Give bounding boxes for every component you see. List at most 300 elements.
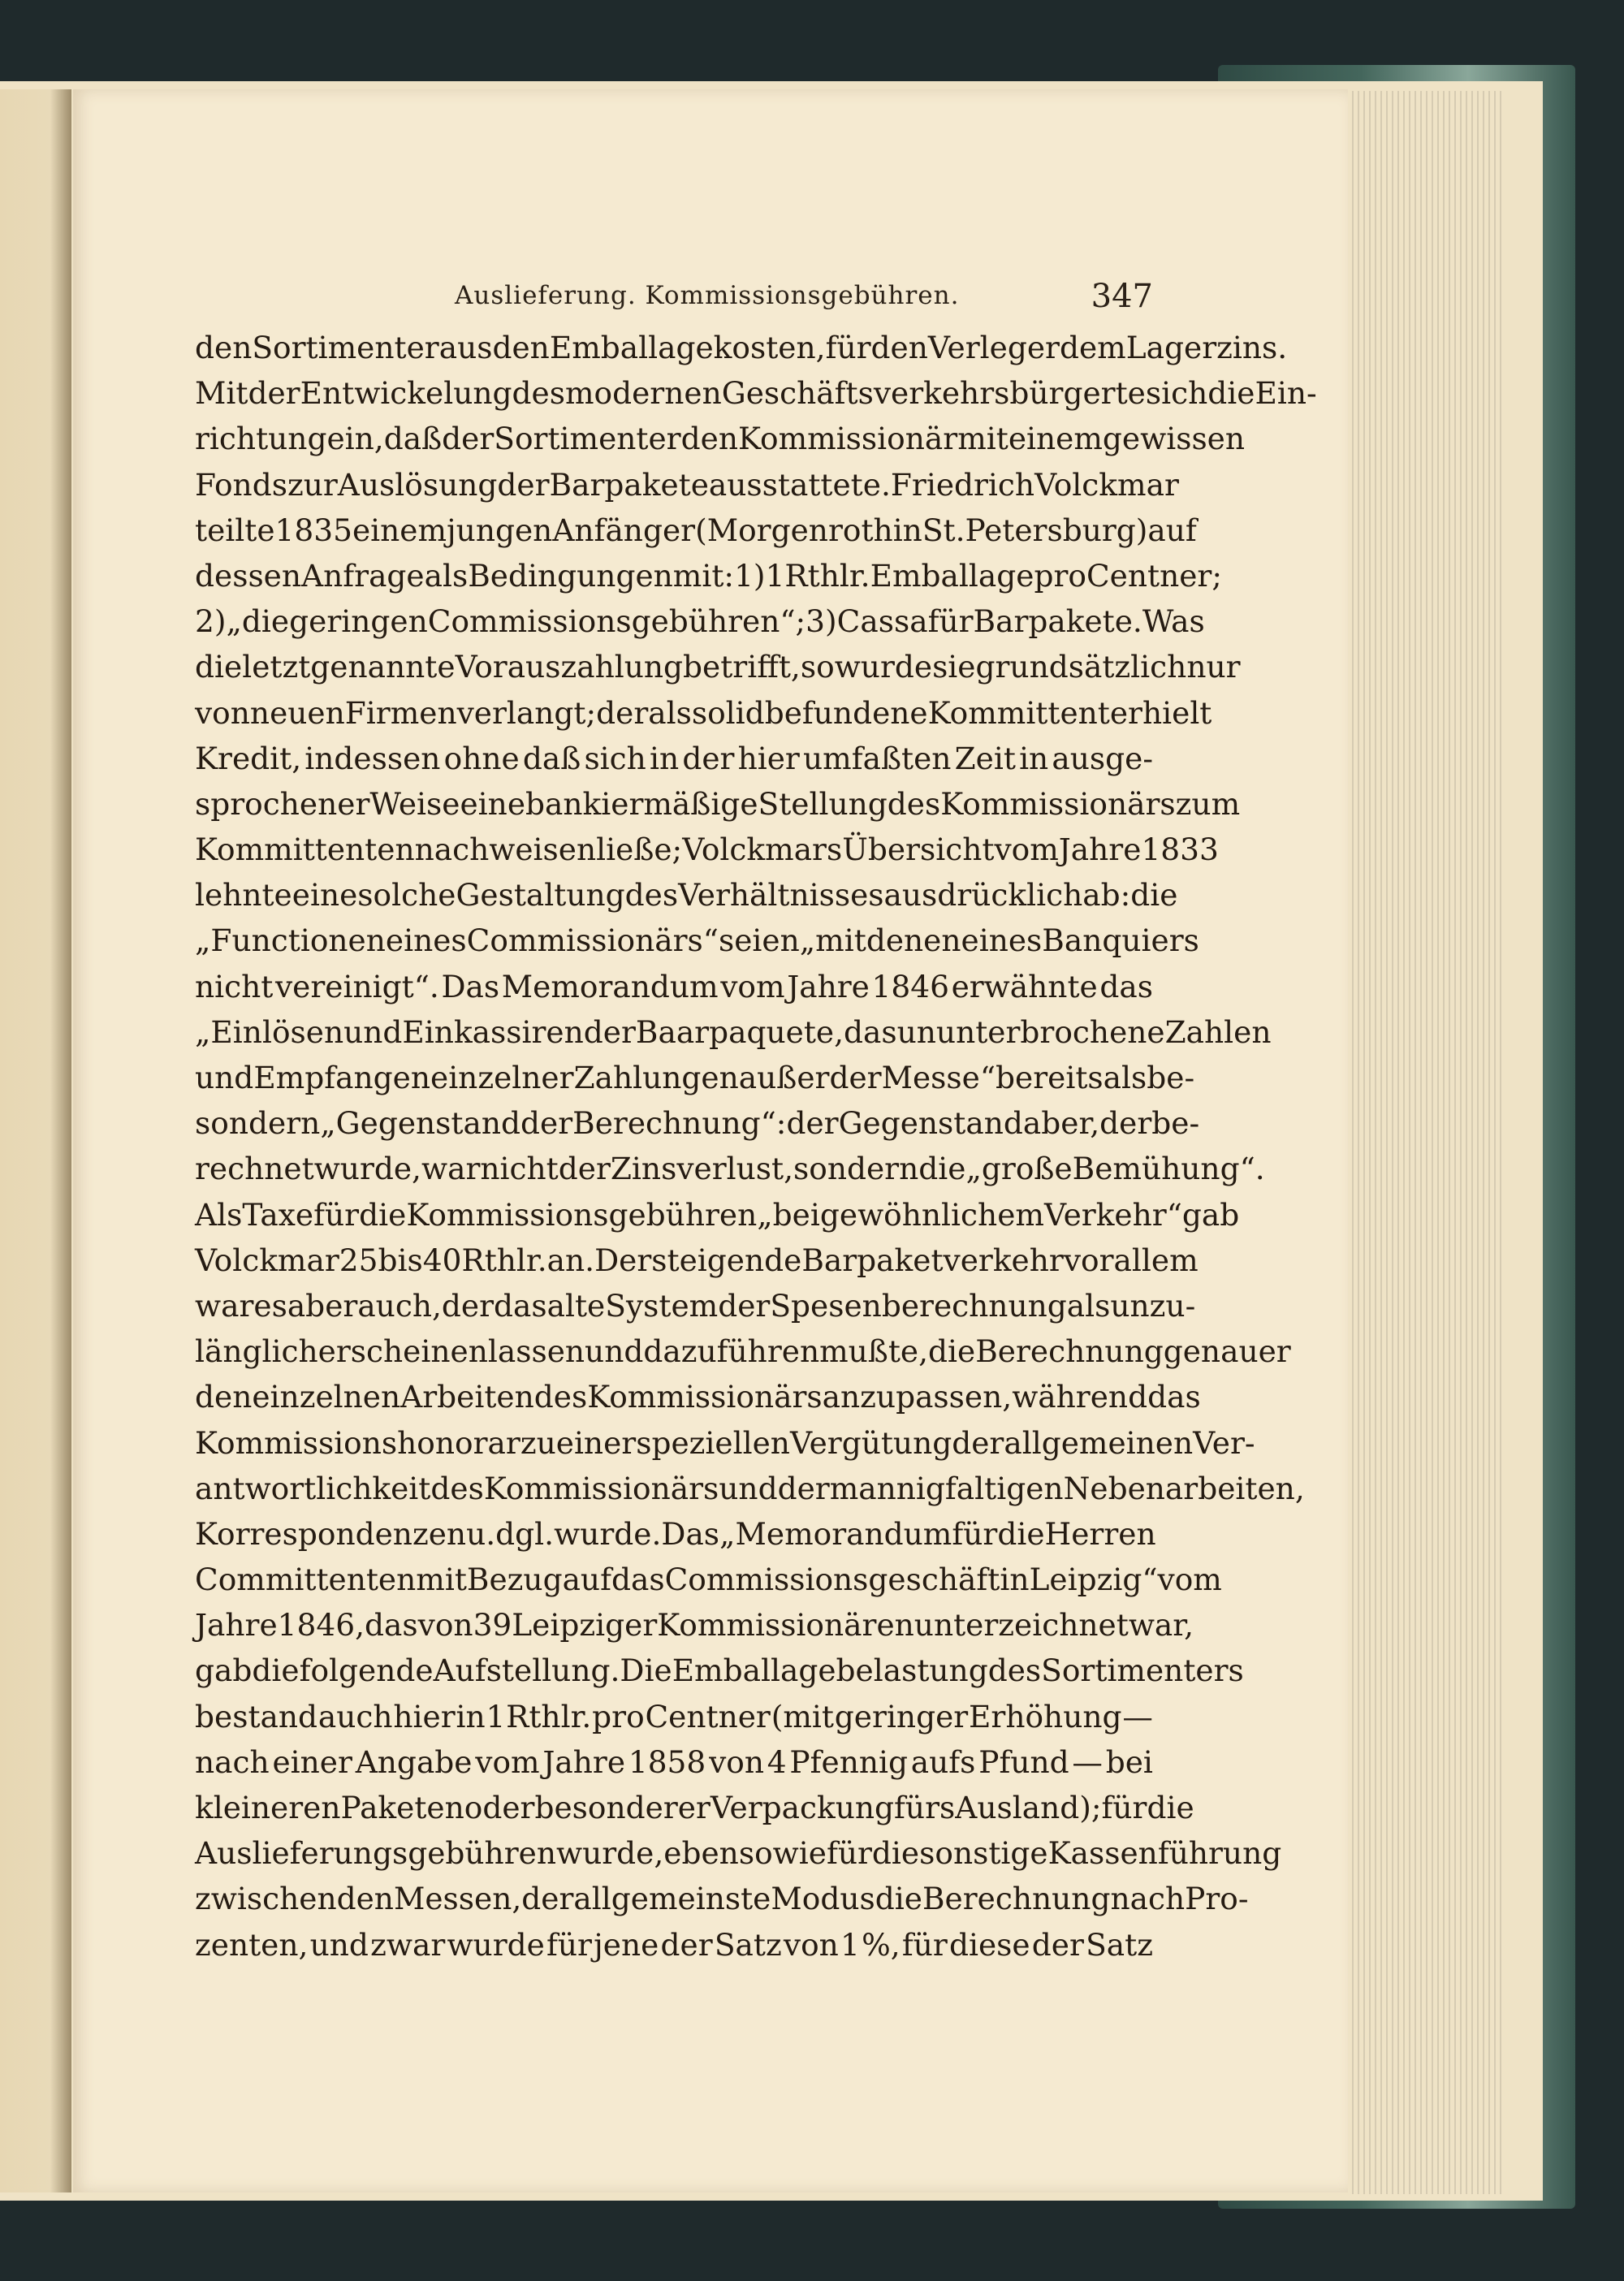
word: die (195, 649, 243, 685)
word: länglich (195, 1333, 318, 1370)
word: von (417, 1607, 473, 1644)
word: Auslösung (337, 466, 498, 503)
word: auch (317, 1698, 393, 1735)
word: von (195, 694, 250, 731)
word: 1 (765, 557, 785, 594)
word: war, (1128, 1607, 1194, 1644)
word: erwähnte (951, 968, 1098, 1004)
word: Sortimenter (252, 330, 439, 365)
word: aber, (1022, 1105, 1100, 1142)
word: 1 (840, 1926, 860, 1963)
text-line (195, 1146, 1265, 1191)
running-title: Auslieferung. Kommissionsgebühren. (455, 281, 960, 310)
word: befundene (764, 694, 928, 731)
word: Kommittenten (195, 832, 415, 868)
word: Nebenarbeiten, (1063, 1470, 1305, 1506)
word: Ausland); (955, 1790, 1102, 1825)
word: Banquiers (1042, 922, 1199, 959)
word: Auslieferungsgebühren (195, 1835, 556, 1872)
word: der (520, 1105, 573, 1142)
word: solche (357, 877, 456, 914)
word: be- (1147, 1060, 1195, 1095)
word: Empfangen (253, 1060, 430, 1095)
word: ununterbrochene (896, 1013, 1165, 1050)
text-line (195, 416, 1246, 461)
word: der (1031, 1926, 1084, 1963)
word: Taxe (242, 1196, 314, 1233)
word: 2) (195, 603, 227, 640)
word: als (424, 557, 469, 594)
word: Rthlr. (784, 557, 870, 594)
word: mußte, (819, 1333, 929, 1370)
word: Als (195, 1196, 243, 1233)
text-line (195, 1009, 1272, 1055)
text-line (195, 508, 1197, 553)
word: der (777, 1470, 830, 1506)
word: während (1012, 1379, 1148, 1415)
word: das (494, 1287, 547, 1324)
word: Cassa (836, 603, 928, 640)
word: für (901, 1926, 948, 1963)
word: führen (716, 1333, 820, 1370)
text-line (195, 736, 1153, 781)
word: die (1147, 1790, 1194, 1825)
word: den (195, 330, 253, 365)
word: Weise (369, 785, 460, 822)
word: 1 (486, 1698, 506, 1735)
text-line (195, 918, 1199, 963)
word: vom (994, 832, 1059, 868)
word: Einkassiren (402, 1013, 584, 1050)
text-line (195, 1922, 1153, 1968)
word: Das (661, 1515, 720, 1552)
word: gab (195, 1652, 253, 1689)
word: 1846 (871, 968, 949, 1004)
word: wie (772, 1835, 827, 1872)
word: in (1000, 1562, 1030, 1598)
word: Mit (195, 375, 248, 412)
word: zur (287, 466, 338, 503)
word: %, (862, 1926, 901, 1963)
word: letztgenannte (242, 649, 456, 685)
word: „große (965, 1151, 1073, 1187)
word: nach (1110, 1881, 1186, 1917)
word: einem (1008, 421, 1103, 457)
word: die (875, 1881, 922, 1917)
word: antwortlichkeit (195, 1470, 431, 1506)
word: umfaßten (803, 740, 952, 776)
word: das (844, 1013, 897, 1050)
word: nach (195, 1743, 270, 1780)
word: vor (1063, 1242, 1114, 1278)
word: Korrespondenzen (195, 1515, 467, 1552)
word: solid (691, 694, 765, 731)
text-line (195, 1238, 1199, 1283)
word: von (709, 1743, 764, 1780)
word: einzelnen (252, 1379, 401, 1415)
word: und (585, 1333, 644, 1370)
word: in (892, 512, 922, 548)
page-header (195, 271, 1153, 328)
word: der (660, 1926, 713, 1963)
word: Rthlr. (506, 1698, 592, 1735)
word: besonderer (534, 1790, 710, 1825)
word: Committenten (195, 1562, 417, 1598)
word: rechnet (195, 1151, 314, 1187)
word: Geschäftsverkehrs (721, 375, 1010, 412)
word: — (1072, 1743, 1103, 1780)
word: jene (594, 1926, 659, 1963)
word: Verhältnisses (678, 877, 884, 914)
word: anzupassen, (822, 1379, 1013, 1415)
word: Volckmar (1034, 466, 1179, 503)
word: die (1130, 877, 1178, 914)
text-line (195, 1511, 1156, 1557)
word: Friedrich (890, 466, 1035, 503)
word: des (987, 1652, 1042, 1689)
word: für (952, 1515, 998, 1552)
word: als (1066, 1287, 1111, 1324)
word: „Memorandum (719, 1515, 952, 1552)
word: erscheinen (317, 1333, 488, 1370)
word: denen (866, 922, 961, 959)
word: für (546, 1926, 592, 1963)
word: ebenso (663, 1835, 773, 1872)
word: in (456, 1698, 486, 1735)
word: die (918, 1151, 966, 1187)
word: auf (562, 1562, 611, 1598)
word: als (648, 694, 692, 731)
word: Jahre (787, 968, 870, 1004)
word: zwar (370, 1926, 446, 1963)
word: betrifft, (683, 649, 801, 685)
word: Anfänger (552, 512, 696, 548)
word: Das (441, 968, 500, 1004)
word: der (248, 375, 300, 412)
word: grundsätzlich (975, 649, 1187, 685)
word: Gegenstand (838, 1105, 1023, 1142)
word: den (680, 421, 738, 457)
word: verlangt; (456, 694, 597, 731)
word: ein, (326, 421, 384, 457)
text-line (195, 1374, 1201, 1419)
word: wurde (447, 1926, 545, 1963)
word: hier (393, 1698, 456, 1735)
word: der (442, 421, 495, 457)
word: das (1099, 968, 1153, 1004)
word: das (365, 1607, 418, 1644)
word: Aufstellung. (433, 1652, 620, 1689)
word: 1835 (274, 512, 352, 548)
word: Anfrage (301, 557, 425, 594)
word: Verleger (927, 330, 1060, 365)
text-line (195, 598, 1205, 644)
word: zwischen (195, 1881, 337, 1917)
word: der (583, 1013, 636, 1050)
word: nicht (480, 1151, 559, 1187)
word: „Einlösen (195, 1013, 344, 1050)
word: (Morgenroth (695, 512, 893, 548)
word: be- (1151, 1105, 1200, 1142)
word: bis (378, 1242, 423, 1278)
word: Emballage (870, 557, 1034, 594)
text-line (195, 1466, 1305, 1511)
word: Fonds (195, 466, 287, 503)
text-line (195, 1876, 1249, 1921)
word: den (195, 1379, 253, 1415)
word: kleineren (195, 1790, 341, 1825)
word: Modus (771, 1881, 875, 1917)
word: mit (416, 1562, 467, 1598)
word: ab: (1082, 877, 1131, 914)
word: auf (1147, 512, 1197, 548)
word: nachweisen (414, 832, 597, 868)
word: dessen (195, 557, 302, 594)
word: „mit (799, 922, 866, 959)
word: speziellen (636, 1424, 790, 1461)
word: an. (546, 1242, 595, 1278)
word: den (336, 1881, 394, 1917)
word: indessen (304, 740, 441, 776)
word: oder (464, 1790, 535, 1825)
word: Stellung (758, 785, 888, 822)
word: Die (620, 1652, 672, 1689)
word: und (719, 1470, 778, 1506)
word: mannigfaltigen (829, 1470, 1064, 1506)
word: das (1147, 1379, 1201, 1415)
word: Herren (1044, 1515, 1156, 1552)
word: Pro- (1185, 1881, 1249, 1917)
word: der (596, 694, 649, 731)
word: der (521, 1881, 574, 1917)
word: Centner (645, 1698, 771, 1735)
word: Leipziger (512, 1607, 658, 1644)
word: ausge- (1052, 740, 1153, 776)
word: eine (460, 785, 526, 822)
word: Übersicht (842, 832, 995, 868)
word: Firmen (344, 694, 457, 731)
word: u. (466, 1515, 496, 1552)
word: erhielt (1109, 694, 1212, 731)
word: diese (948, 1926, 1030, 1963)
word: der (497, 466, 550, 503)
word: der (718, 1287, 771, 1324)
word: Zeit (954, 740, 1016, 776)
word: Kassenführung (1047, 1835, 1282, 1872)
word: Angabe (355, 1743, 473, 1780)
word: Kredit, (195, 740, 302, 776)
word: der (829, 1060, 882, 1095)
word: bürgerte (1009, 375, 1146, 412)
word: auch, (357, 1287, 442, 1324)
text-line (195, 1192, 1240, 1238)
word: der (786, 1105, 839, 1142)
word: dem (1059, 330, 1126, 365)
page-number: 347 (1091, 278, 1153, 315)
word: Commissionärs“ (466, 922, 719, 959)
word: nur (1186, 649, 1241, 685)
word: Erhöhung (969, 1698, 1122, 1735)
text-line (195, 781, 1241, 827)
word: war (195, 1287, 254, 1324)
word: Spesenberechnung (770, 1287, 1067, 1324)
word: Memorandum (501, 968, 719, 1004)
word: pro (592, 1698, 645, 1735)
word: Messen, (393, 1881, 522, 1917)
word: Ver- (1193, 1424, 1255, 1461)
word: Vergütung (789, 1424, 952, 1461)
text-line (195, 1602, 1194, 1648)
word: gewöhnlichem (819, 1196, 1044, 1233)
word: folgende (299, 1652, 434, 1689)
word: einer (555, 1424, 637, 1461)
word: der (952, 1424, 1004, 1461)
word: Bemühung“. (1072, 1151, 1265, 1187)
word: 25 (339, 1242, 378, 1278)
word: ohne (443, 740, 520, 776)
word: Emballagekosten, (549, 330, 826, 365)
word: des (624, 877, 679, 914)
word: vom (720, 968, 785, 1004)
word: Berechnung“: (572, 1105, 787, 1142)
word: Messe“ (881, 1060, 996, 1095)
word: vom (1157, 1562, 1222, 1598)
word: Commissionsgeschäft (664, 1562, 1000, 1598)
word: allgemeinste (573, 1881, 771, 1917)
word: wurde, (555, 1835, 664, 1872)
word: Baarpaquete, (635, 1013, 844, 1050)
word: es (253, 1287, 287, 1324)
word: einzelner (430, 1060, 574, 1095)
word: sondern (195, 1105, 321, 1142)
word: Jahre (195, 1607, 278, 1644)
page-edges (1348, 91, 1502, 2194)
word: aber (287, 1287, 358, 1324)
word: St. (922, 512, 965, 548)
word: Satz (714, 1926, 782, 1963)
word: Berechnung (922, 1881, 1111, 1917)
word: mit: (672, 557, 735, 594)
left-page-edge (0, 89, 71, 2192)
word: fürs (894, 1790, 956, 1825)
word: Lagerzins. (1125, 330, 1288, 365)
word: — (1122, 1698, 1153, 1735)
word: für (825, 330, 871, 365)
word: und (309, 1926, 369, 1963)
word: bereits (996, 1060, 1104, 1095)
word: Volckmars (682, 832, 843, 868)
text-line (195, 690, 1212, 736)
word: Was (1142, 603, 1205, 640)
word: lehnte (195, 877, 292, 914)
word: teilte (195, 512, 275, 548)
text-line (195, 644, 1241, 689)
word: Gestaltung (456, 877, 625, 914)
word: modernen (564, 375, 722, 412)
word: Jahre (1058, 832, 1142, 868)
word: aus (438, 330, 493, 365)
word: wurde. (554, 1515, 662, 1552)
word: Petersburg) (965, 512, 1148, 548)
word: geringer (834, 1698, 969, 1735)
word: Satz (1086, 1926, 1153, 1963)
word: allem (1113, 1242, 1199, 1278)
text-line (195, 872, 1178, 918)
word: Der (594, 1242, 652, 1278)
word: unzu- (1110, 1287, 1196, 1324)
word: Leipzig“ (1029, 1562, 1158, 1598)
word: (mit (771, 1698, 834, 1735)
word: Pfund (978, 1743, 1069, 1780)
word: Zahlungen (573, 1060, 739, 1095)
word: die (928, 1333, 976, 1370)
word: Barpaketverkehr (801, 1242, 1064, 1278)
word: „Functionen (195, 922, 386, 959)
word: steigende (651, 1242, 802, 1278)
word: den (870, 330, 928, 365)
text-line (195, 370, 1317, 416)
word: einem (352, 512, 447, 548)
word: pro (1034, 557, 1086, 594)
word: vom (475, 1743, 540, 1780)
word: des (887, 785, 941, 822)
word: unterzeichnet (914, 1607, 1129, 1644)
word: 3) (806, 603, 837, 640)
word: zu (520, 1424, 556, 1461)
word: aufs (910, 1743, 976, 1780)
text-line (195, 827, 1219, 872)
word: für (927, 603, 974, 640)
word: Kommissionshonorar (195, 1424, 520, 1461)
word: wurde (834, 649, 933, 685)
word: Centner; (1086, 557, 1222, 594)
text-line (195, 1830, 1282, 1876)
word: 1) (734, 557, 766, 594)
word: sonstige (919, 1835, 1048, 1872)
word: die (359, 1196, 407, 1233)
word: „bei (757, 1196, 820, 1233)
text-line (195, 1557, 1222, 1602)
word: Verkehr“ (1043, 1196, 1182, 1233)
word: daß (522, 740, 581, 776)
word: Zahlen (1164, 1013, 1272, 1050)
word: und (343, 1013, 403, 1050)
word: geringen (289, 603, 428, 640)
body-text (195, 325, 1317, 1968)
word: Sortimenters (1041, 1652, 1244, 1689)
word: sprochener (195, 785, 370, 822)
word: in (1019, 740, 1049, 776)
word: Rthlr. (461, 1242, 547, 1278)
word: seien (718, 922, 800, 959)
word: Commissionsgebühren“; (427, 603, 806, 640)
text-line (195, 1420, 1255, 1466)
word: gewissen (1102, 421, 1246, 457)
word: lassen (487, 1333, 585, 1370)
word: Emballagebelastung (672, 1652, 988, 1689)
word: für (313, 1196, 360, 1233)
word: gab (1181, 1196, 1240, 1233)
text-line (195, 1739, 1153, 1785)
word: Verpackung (710, 1790, 895, 1825)
word: Paketen (340, 1790, 464, 1825)
text-line (195, 325, 1288, 370)
word: 1858 (628, 1743, 706, 1780)
word: die (871, 1835, 920, 1872)
word: neuen (249, 694, 345, 731)
word: 39 (473, 1607, 512, 1644)
word: zum (1175, 785, 1241, 822)
